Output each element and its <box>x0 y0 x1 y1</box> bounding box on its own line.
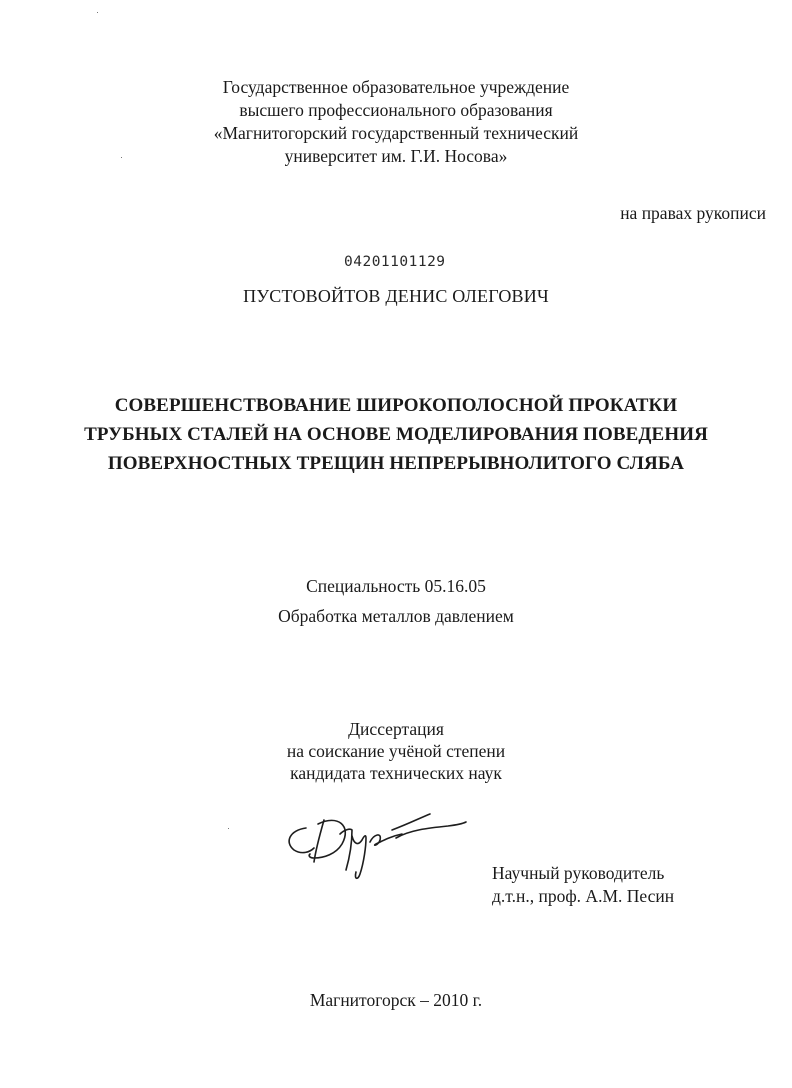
institution-line: «Магнитогорский государственный технический <box>213 123 579 143</box>
institution-header <box>0 76 792 168</box>
city-year: Магнитогорск – 2010 г. <box>309 990 483 1010</box>
title-line: ПОВЕРХНОСТНЫХ ТРЕЩИН НЕПРЕРЫВНОЛИТОГО СЛЯБА <box>107 453 685 474</box>
scan-speck <box>97 12 98 13</box>
specialty-code: Специальность 05.16.05 <box>306 576 486 596</box>
degree-line: на соискание учёной степени <box>286 741 506 761</box>
supervisor-name: д.т.н., проф. А.М. Песин <box>492 886 675 906</box>
supervisor-role: Научный руководитель <box>492 863 665 883</box>
specialty-name: Обработка металлов давлением <box>278 606 514 626</box>
degree-line: кандидата технических наук <box>290 763 502 783</box>
institution-line: Государственное образовательное учреждение <box>222 77 570 97</box>
supervisor-block <box>492 862 674 908</box>
handwritten-signature <box>280 800 470 890</box>
degree-line: Диссертация <box>348 719 444 739</box>
author-name: ПУСТОВОЙТОВ ДЕНИС ОЛЕГОВИЧ <box>243 286 549 306</box>
institution-line: высшего профессионального образования <box>239 100 553 120</box>
dissertation-title <box>0 391 792 478</box>
document-number: 04201101129 <box>344 254 446 270</box>
institution-line: университет им. Г.И. Носова» <box>284 146 508 166</box>
scan-speck <box>228 828 229 829</box>
title-line: СОВЕРШЕНСТВОВАНИЕ ШИРОКОПОЛОСНОЙ ПРОКАТКИ <box>114 395 678 416</box>
title-line: ТРУБНЫХ СТАЛЕЙ НА ОСНОВЕ МОДЕЛИРОВАНИЯ ПОВЕДЕНИЯ <box>84 424 708 445</box>
degree-block <box>0 718 792 784</box>
manuscript-note: на правах рукописи <box>620 203 766 223</box>
specialty-block <box>0 571 792 631</box>
